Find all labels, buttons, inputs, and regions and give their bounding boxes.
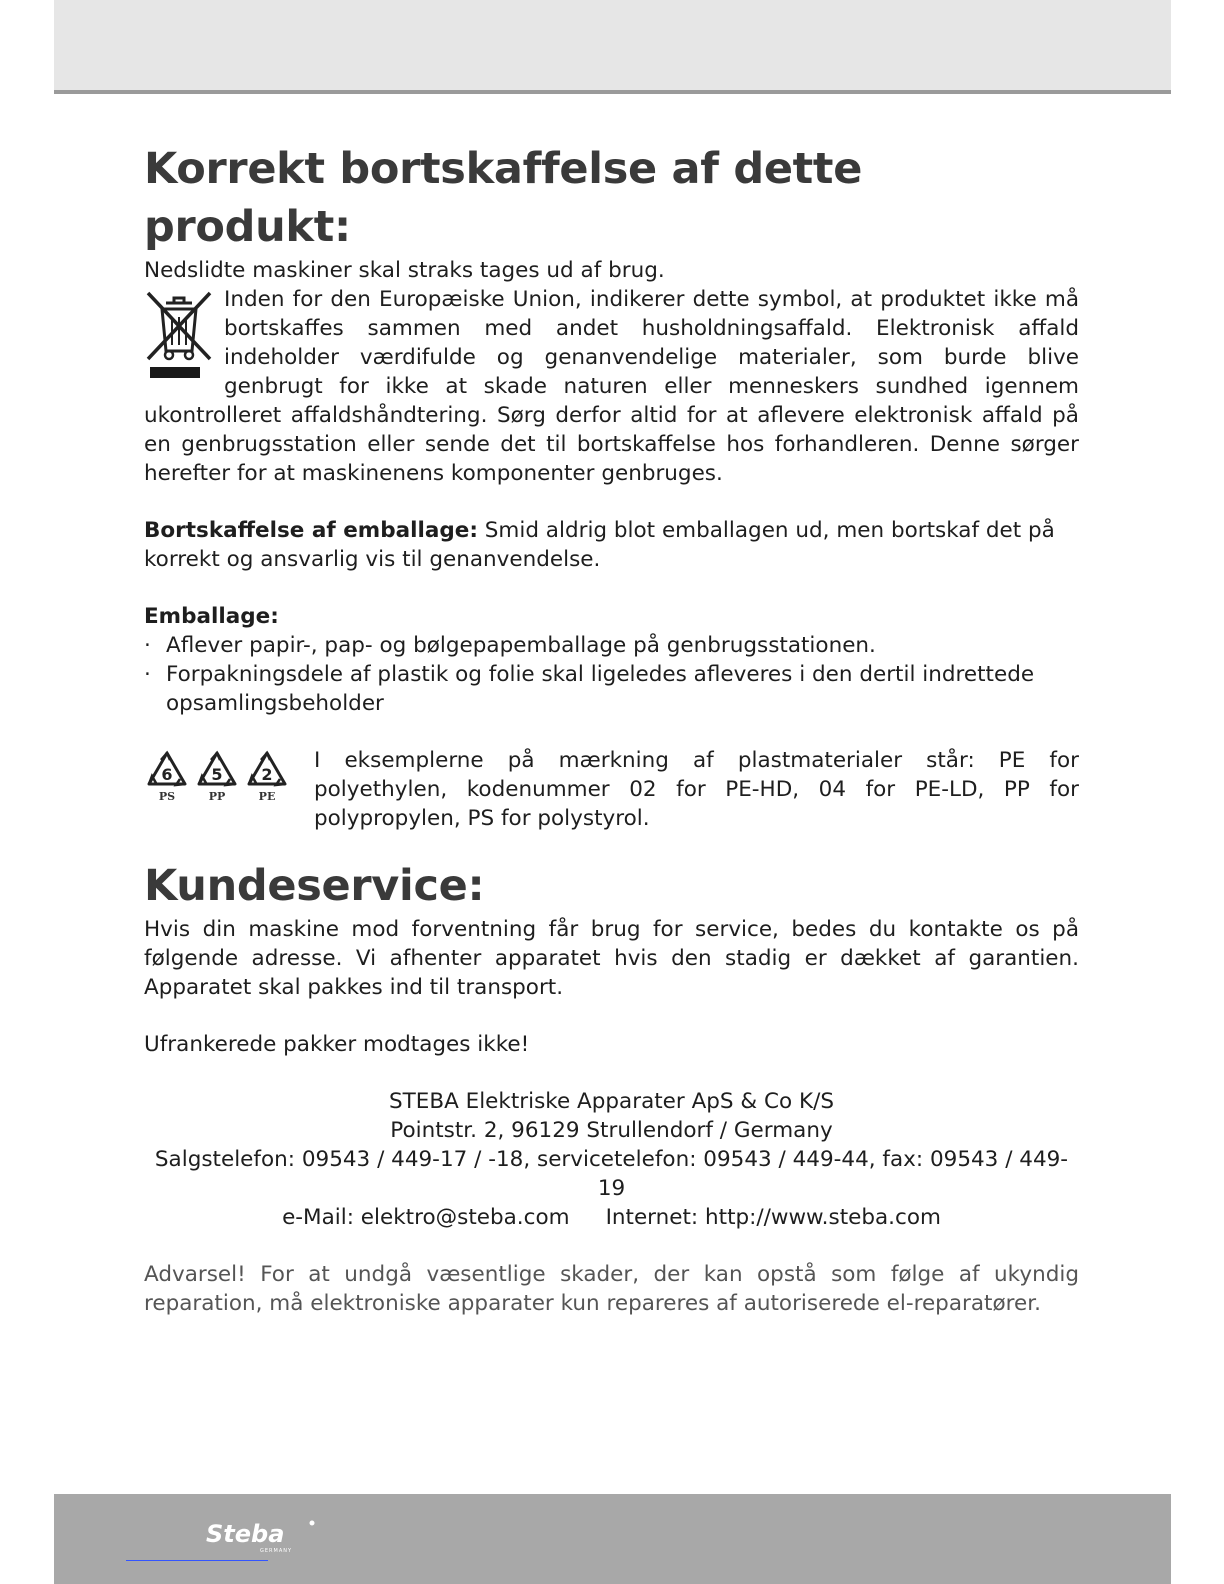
packaging-label: Bortskaffelse af emballage: bbox=[144, 518, 478, 543]
recycle-number: 2 bbox=[261, 765, 273, 784]
logo-subtitle: GERMANY bbox=[260, 1548, 293, 1554]
packaging-text: Smid aldrig blot emballagen ud, men bortskaf det på korrekt og ansvarlig vis til genanvendelse. bbox=[144, 518, 1055, 572]
recycle-code: PS bbox=[158, 790, 176, 803]
disposal-intro: Nedslidte maskiner skal straks tages ud af brug. bbox=[144, 258, 665, 283]
packaging-heading: Emballage: bbox=[144, 604, 279, 629]
packaging-list bbox=[144, 631, 1079, 718]
service-title: Kundeservice: bbox=[144, 861, 485, 911]
recycle-symbol-ps bbox=[144, 750, 190, 804]
weee-text: Inden for den Europæiske Union, indikerer dette symbol, at produktet ikke må bortskaffes sammen med andet husholdningsaffald. Elektronisk affald indeholder værdifulde og genanvendelige materialer, som burde blive genbrugt for ikke at skade naturen eller menneskers sundhed igennem ukontrolleret affaldshåndtering. Sørg derfor altid for at aflevere elektronisk affald på en genbrugsstation eller sende det til bortskaffelse hos forhandleren. Denne sørger herefter for at maskinenens komponenter genbruges. bbox=[144, 287, 1079, 486]
recycle-triangle-icon bbox=[145, 750, 189, 790]
page-header-band bbox=[54, 0, 1171, 94]
recycle-number: 6 bbox=[161, 765, 173, 784]
logo-wordmark: Steba bbox=[206, 1520, 285, 1548]
contact-internet[interactable]: Internet: http://www.steba.com bbox=[605, 1205, 941, 1230]
service-note: Ufrankerede pakker modtages ikke! bbox=[144, 1032, 530, 1057]
company-address: Pointstr. 2, 96129 Strullendorf / Germany bbox=[390, 1118, 833, 1143]
recycle-triangle-icon bbox=[245, 750, 289, 790]
contact-email[interactable]: e-Mail: elektro@steba.com bbox=[282, 1205, 570, 1230]
service-text: Hvis din maskine mod forventning får brug for service, bedes du kontakte os på følgende adresse. Vi afhenter apparatet hvis den stadig er dækket af garantien. Apparatet skal pakkes ind til transport. bbox=[144, 917, 1079, 1000]
weee-section bbox=[144, 285, 1079, 488]
company-phones: Salgstelefon: 09543 / 449-17 / -18, servicetelefon: 09543 / 449-44, fax: 09543 / 449-19 bbox=[154, 1147, 1069, 1201]
repair-warning: Advarsel! For at undgå væsentlige skader, der kan opstå som følge af ukyndig reparation, må elektroniske apparater kun repareres af autoriserede el-reparatører. bbox=[144, 1262, 1079, 1316]
plastics-text: I eksemplerne på mærkning af plastmaterialer står: PE for polyethylen, kodenummer 02 for PE-HD, 04 for PE-LD, PP for polypropylen, PS for polystyrol. bbox=[314, 748, 1079, 831]
list-item: · Forpakningsdele af plastik og folie skal ligeledes afleveres i den dertil indrettede opsamlingsbeholder bbox=[144, 660, 1079, 718]
page-content bbox=[144, 140, 1079, 1318]
contact-online bbox=[144, 1203, 1079, 1232]
list-item: · Aflever papir-, pap- og bølgepapemballage på genbrugsstationen. bbox=[144, 631, 1079, 660]
plastics-section bbox=[144, 746, 1079, 833]
disposal-title: Korrekt bortskaffelse af dette produkt: bbox=[144, 144, 863, 252]
crossed-out-bin-icon bbox=[144, 287, 214, 379]
steba-logo bbox=[204, 1512, 324, 1556]
recycle-code: PP bbox=[208, 790, 226, 803]
contact-block bbox=[144, 1087, 1079, 1232]
packaging-paragraph bbox=[144, 516, 1079, 574]
footer-link-underline bbox=[126, 1560, 268, 1561]
company-name: STEBA Elektriske Apparater ApS & Co K/S bbox=[388, 1089, 835, 1114]
recycle-triangle-icon bbox=[195, 750, 239, 790]
page-footer-band bbox=[54, 1494, 1171, 1584]
recycle-symbol-pp bbox=[194, 750, 240, 804]
recycle-number: 5 bbox=[211, 765, 223, 784]
recycle-symbol-pe bbox=[244, 750, 290, 804]
recycle-symbols bbox=[144, 746, 314, 804]
recycle-code: PE bbox=[258, 790, 276, 803]
